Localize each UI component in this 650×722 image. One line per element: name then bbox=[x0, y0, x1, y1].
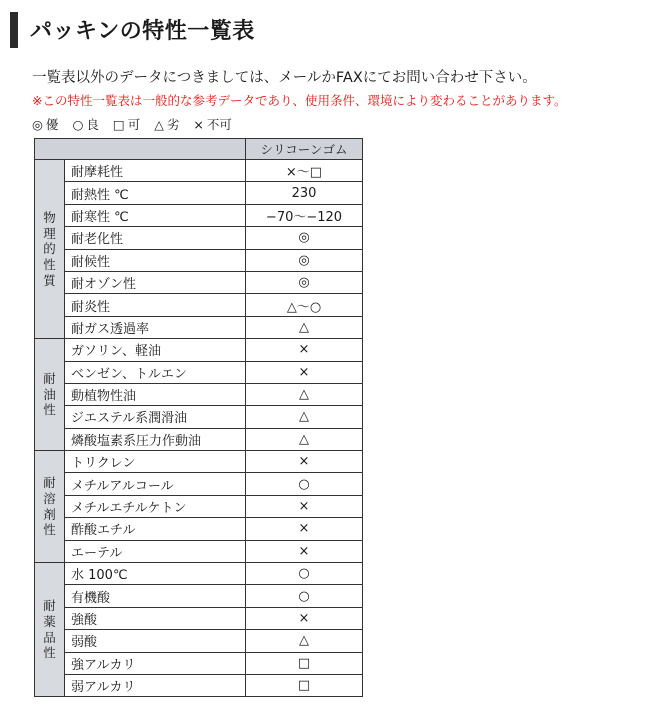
table-row bbox=[35, 630, 363, 652]
property-name-cell: 耐ガス透過率 bbox=[65, 316, 246, 338]
property-name-cell: メチルエチルケトン bbox=[65, 495, 246, 517]
table-row bbox=[35, 182, 363, 204]
rating-value-cell: ○ bbox=[246, 585, 363, 607]
rating-value-cell: ◎ bbox=[246, 227, 363, 249]
legend-label: 劣 bbox=[166, 117, 180, 132]
rating-value-cell: × bbox=[246, 451, 363, 473]
table-header-row bbox=[35, 139, 363, 160]
legend-symbol: ◎ bbox=[32, 117, 43, 132]
legend-item bbox=[32, 117, 58, 132]
rating-value-cell: □ bbox=[246, 652, 363, 674]
legend-item bbox=[154, 117, 179, 132]
property-name-cell: 弱アルカリ bbox=[65, 674, 246, 696]
rating-value-cell: △ bbox=[246, 406, 363, 428]
legend-label: 優 bbox=[45, 117, 59, 132]
rating-value-cell: 230 bbox=[246, 182, 363, 204]
table-row bbox=[35, 518, 363, 540]
table-row bbox=[35, 652, 363, 674]
property-name-cell: 強酸 bbox=[65, 607, 246, 629]
table-row bbox=[35, 204, 363, 226]
legend-item bbox=[113, 117, 140, 132]
property-name-cell: エーテル bbox=[65, 540, 246, 562]
property-name-cell: ガソリン、軽油 bbox=[65, 339, 246, 361]
rating-value-cell: × bbox=[246, 495, 363, 517]
legend-item bbox=[72, 117, 98, 132]
table-row bbox=[35, 495, 363, 517]
rating-value-cell: ○ bbox=[246, 563, 363, 585]
property-name-cell: 酢酸エチル bbox=[65, 518, 246, 540]
legend-label: 不可 bbox=[206, 117, 232, 132]
column-header-silicone: シリコーンゴム bbox=[246, 139, 363, 160]
table-row bbox=[35, 563, 363, 585]
table-row bbox=[35, 271, 363, 293]
property-name-cell: ベンゼン、トルエン bbox=[65, 361, 246, 383]
property-name-cell: メチルアルコール bbox=[65, 473, 246, 495]
category-label: 物理的性質 bbox=[43, 210, 56, 288]
rating-value-cell: △ bbox=[246, 316, 363, 338]
property-name-cell: 有機酸 bbox=[65, 585, 246, 607]
property-name-cell: トリクレン bbox=[65, 451, 246, 473]
property-name-cell: 水 100℃ bbox=[65, 563, 246, 585]
table-row bbox=[35, 674, 363, 696]
property-name-cell: 耐摩耗性 bbox=[65, 160, 246, 182]
rating-value-cell: × bbox=[246, 540, 363, 562]
rating-value-cell: ○ bbox=[246, 473, 363, 495]
legend-symbol: □ bbox=[112, 117, 125, 132]
table-row bbox=[35, 227, 363, 249]
page-title: パッキンの特性一覧表 bbox=[30, 19, 255, 44]
category-cell bbox=[35, 160, 65, 339]
table-row bbox=[35, 585, 363, 607]
rating-value-cell: ◎ bbox=[246, 249, 363, 271]
table-row bbox=[35, 383, 363, 405]
property-name-cell: 弱酸 bbox=[65, 630, 246, 652]
property-name-cell: 耐熱性 ℃ bbox=[65, 182, 246, 204]
category-label: 耐油性 bbox=[43, 371, 56, 418]
intro-text: 一覧表以外のデータにつきましては、メールかFAXにてお問い合わせ下さい。 bbox=[32, 70, 537, 86]
table-corner-cell bbox=[35, 139, 246, 160]
table-row bbox=[35, 339, 363, 361]
table-row bbox=[35, 451, 363, 473]
table-row bbox=[35, 428, 363, 450]
rating-value-cell: × bbox=[246, 607, 363, 629]
rating-value-cell: × bbox=[246, 361, 363, 383]
property-name-cell: 強アルカリ bbox=[65, 652, 246, 674]
property-name-cell: 耐候性 bbox=[65, 249, 246, 271]
property-name-cell: 燐酸塩素系圧力作動油 bbox=[65, 428, 246, 450]
rating-value-cell: △〜○ bbox=[246, 294, 363, 316]
legend-label: 良 bbox=[86, 117, 99, 132]
legend-item bbox=[193, 117, 232, 132]
property-name-cell: 耐老化性 bbox=[65, 227, 246, 249]
category-cell bbox=[35, 451, 65, 563]
table-row bbox=[35, 406, 363, 428]
rating-value-cell: △ bbox=[246, 383, 363, 405]
table-row bbox=[35, 160, 363, 182]
rating-value-cell: □ bbox=[246, 674, 363, 696]
rating-value-cell: △ bbox=[246, 428, 363, 450]
table-row bbox=[35, 249, 363, 271]
category-cell bbox=[35, 339, 65, 451]
rating-value-cell: × bbox=[246, 518, 363, 540]
table-row bbox=[35, 607, 363, 629]
property-name-cell: 耐寒性 ℃ bbox=[65, 204, 246, 226]
property-name-cell: 耐オゾン性 bbox=[65, 271, 246, 293]
notice-text: ※この特性一覧表は一般的な参考データであり、使用条件、環境により変わることがあります。 bbox=[32, 93, 567, 108]
title-accent-bar bbox=[10, 12, 18, 48]
table-row bbox=[35, 540, 363, 562]
table-row bbox=[35, 361, 363, 383]
rating-value-cell: −70〜−120 bbox=[246, 204, 363, 226]
property-name-cell: ジエステル系潤滑油 bbox=[65, 406, 246, 428]
table-row bbox=[35, 294, 363, 316]
rating-value-cell: ◎ bbox=[246, 271, 363, 293]
table-row bbox=[35, 473, 363, 495]
legend-symbol: ○ bbox=[72, 117, 84, 132]
legend-label: 可 bbox=[127, 117, 141, 132]
rating-value-cell: ×〜□ bbox=[246, 160, 363, 182]
rating-value-cell: × bbox=[246, 339, 363, 361]
rating-legend bbox=[32, 115, 246, 133]
property-table bbox=[34, 138, 363, 697]
rating-value-cell: △ bbox=[246, 630, 363, 652]
property-name-cell: 耐炎性 bbox=[65, 294, 246, 316]
property-name-cell: 動植物性油 bbox=[65, 383, 246, 405]
category-label: 耐溶剤性 bbox=[43, 475, 56, 538]
legend-symbol: △ bbox=[154, 117, 164, 132]
table-row bbox=[35, 316, 363, 338]
legend-symbol: × bbox=[193, 117, 204, 132]
category-cell bbox=[35, 563, 65, 697]
category-label: 耐薬品性 bbox=[43, 598, 56, 661]
